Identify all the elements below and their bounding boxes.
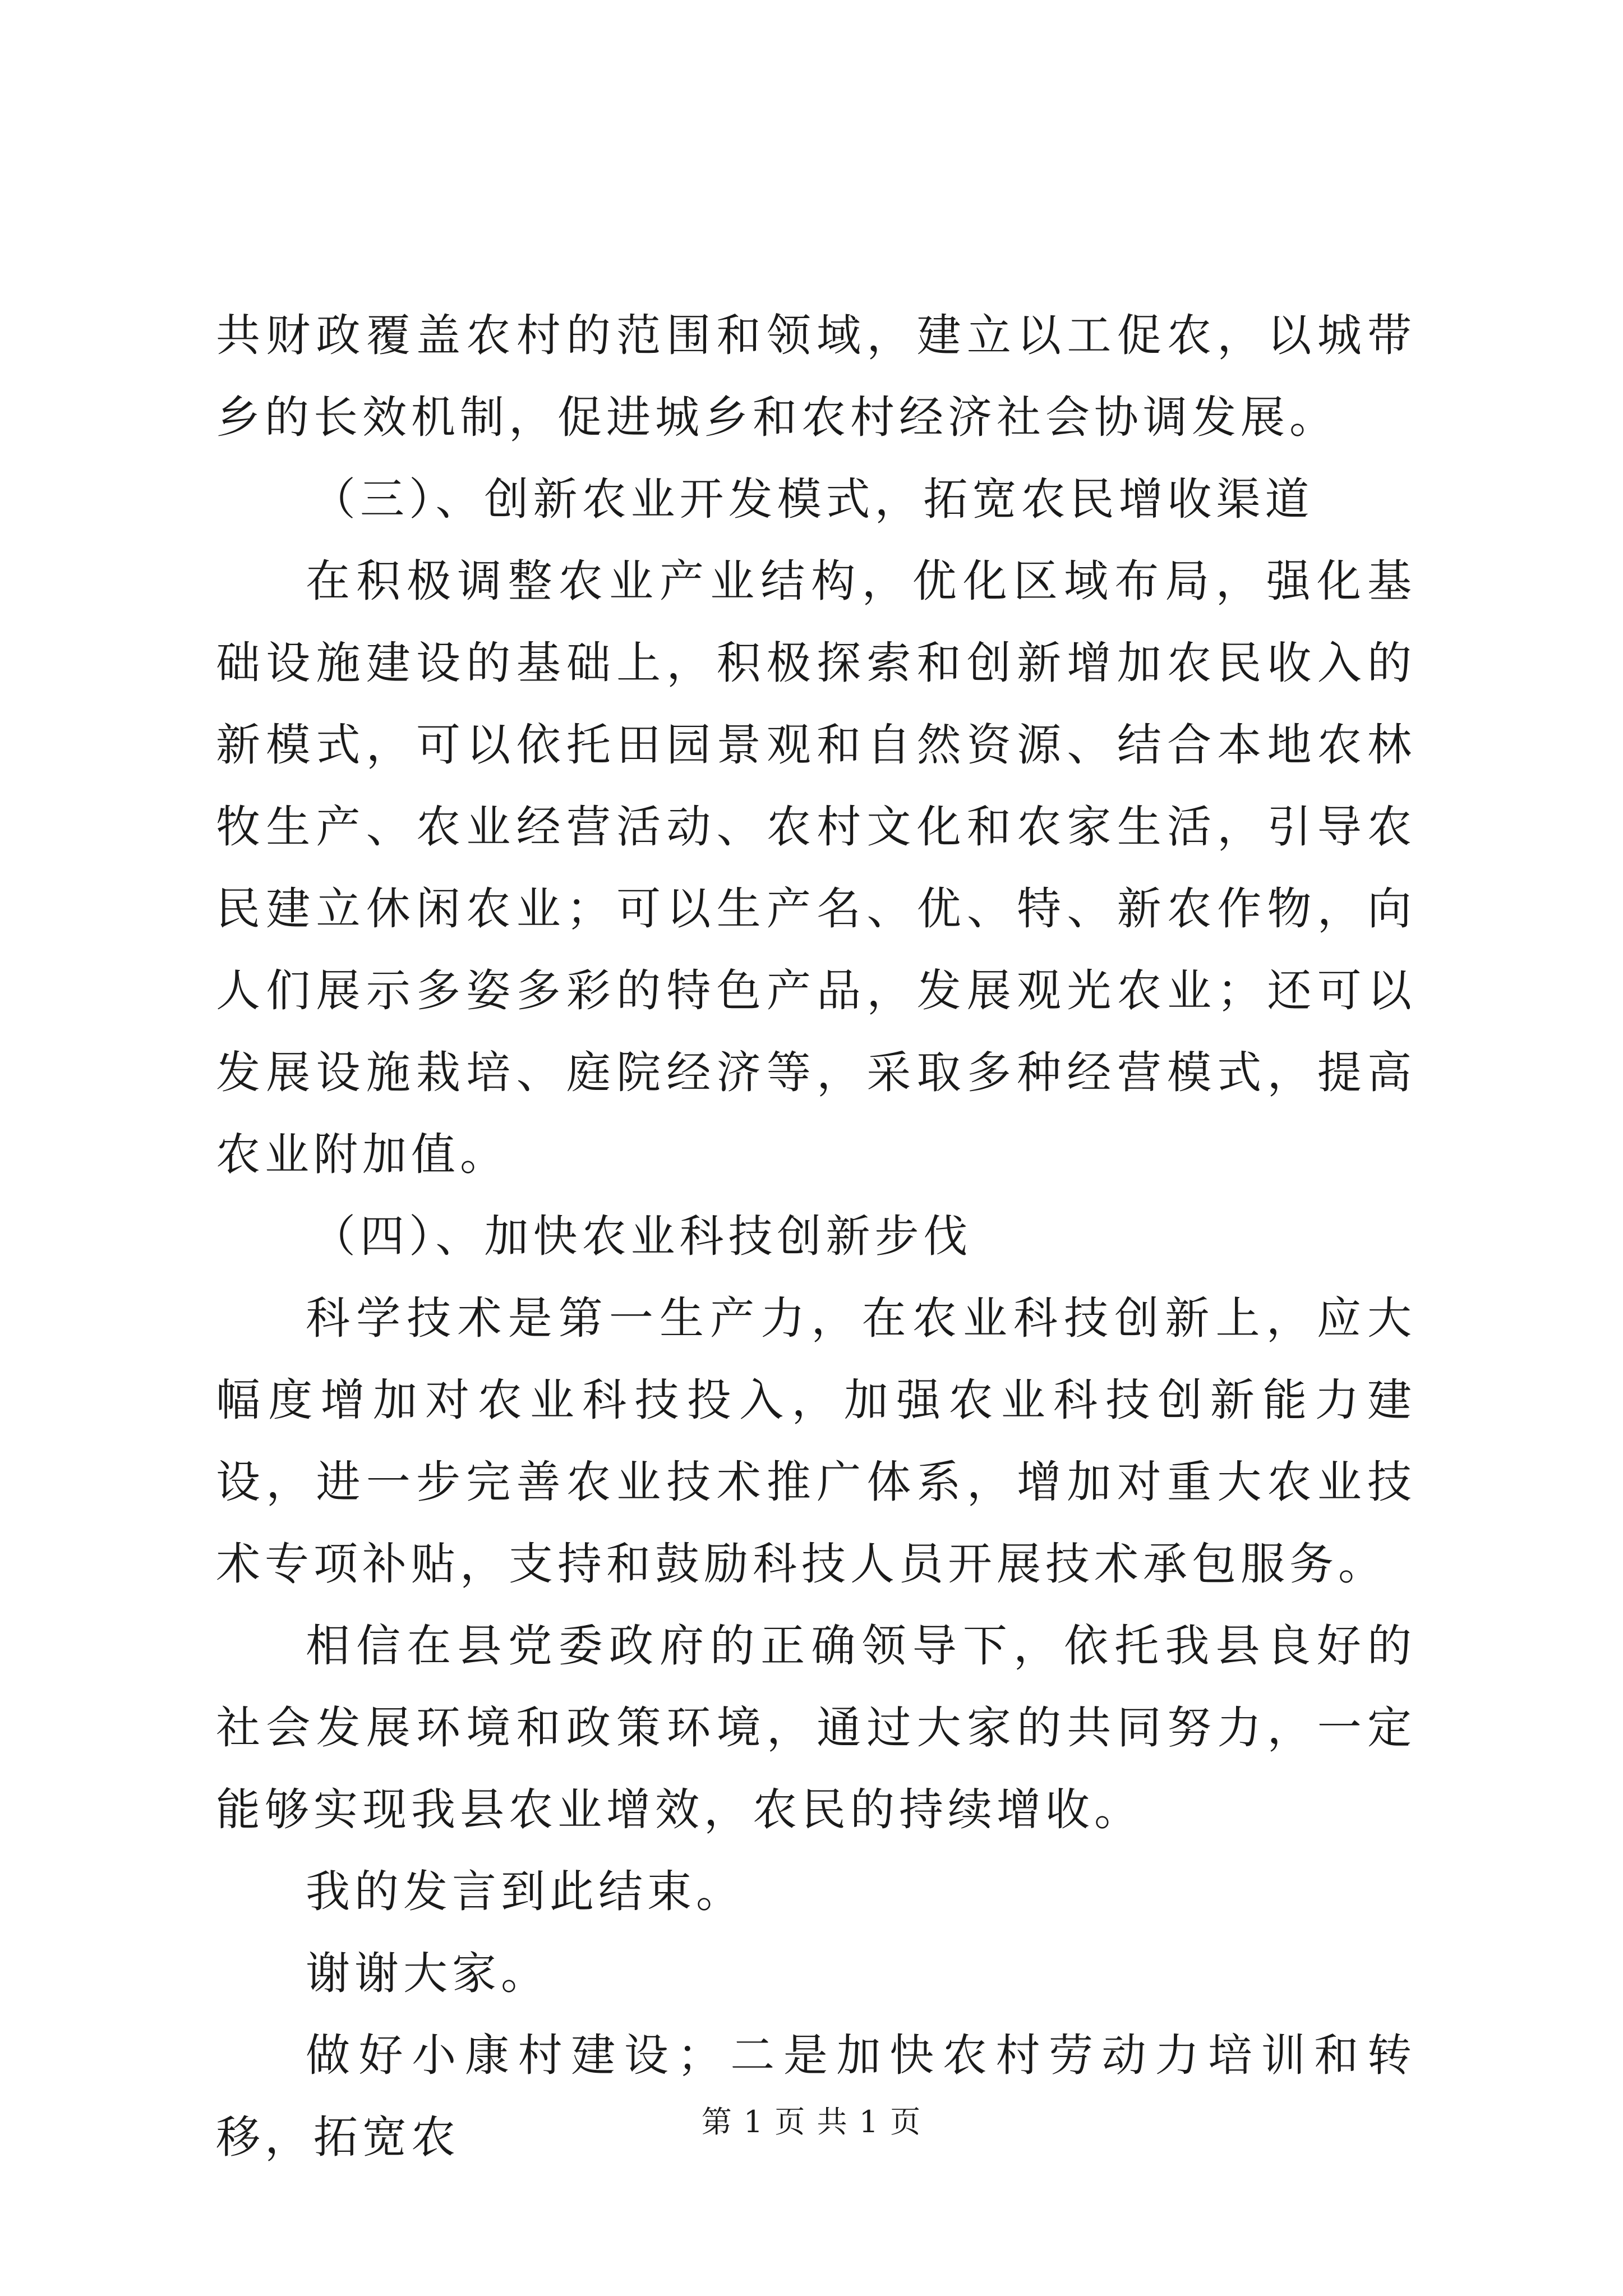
- document-body: [216, 295, 1416, 2178]
- paragraph-closing: 我的发言到此结束。: [306, 1866, 745, 1917]
- paragraph-continuation: 共财政覆盖农村的范围和领域，建立以工促农，以城带乡的长效机制，促进城乡和农村经济社会协调发展。: [216, 310, 1416, 443]
- paragraph-3-body: 在积极调整农业产业结构，优化区域布局，强化基础设施建设的基础上，积极探索和创新增加农民收入的新模式，可以依托田园景观和自然资源、结合本地农林牧生产、农业经营活动、农村文化和农家生活，引导农民建立休闲农业；可以生产名、优、特、新农作物，向人们展示多姿多彩的特色产品，发展观光农业；还可以发展设施栽培、庭院经济等，采取多种经营模式，提高农业附加值。: [216, 555, 1416, 1180]
- page-footer: 第 1 页 共 1 页: [701, 2104, 922, 2139]
- paragraph-conclusion: 相信在县党委政府的正确领导下，依托我县良好的社会发展环境和政策环境，通过大家的共同努力，一定能够实现我县农业增效，农民的持续增收。: [216, 1620, 1416, 1835]
- paragraph-trailing: 做好小康村建设；二是加快农村劳动力培训和转移，拓宽农: [216, 2030, 1416, 2163]
- paragraph-thanks: 谢谢大家。: [306, 1948, 550, 1999]
- section-heading-3: （三）、创新农业开发模式，拓宽农民增收渠道: [311, 473, 1314, 525]
- paragraph-4-body: 科学技术是第一生产力，在农业科技创新上，应大幅度增加对农业科技投入，加强农业科技创新能力建设，进一步完善农业技术推广体系，增加对重大农业技术专项补贴，支持和鼓励科技人员开展技术承包服务。: [216, 1292, 1416, 1590]
- section-heading-4: （四）、加快农业科技创新步伐: [311, 1211, 972, 1262]
